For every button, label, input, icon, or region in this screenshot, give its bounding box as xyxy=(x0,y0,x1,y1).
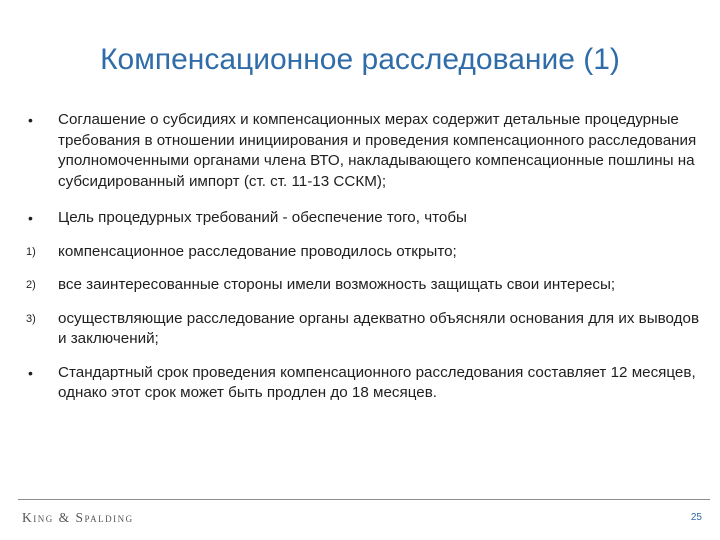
page-number: 25 xyxy=(690,512,702,523)
bullet-marker: • xyxy=(28,210,33,226)
slide-title: Компенсационное расследование (1) xyxy=(100,43,620,76)
number-marker: 1) xyxy=(26,245,36,258)
list-item xyxy=(22,275,702,296)
number-marker: 3) xyxy=(26,312,36,325)
list-item-text: все заинтересованные стороны имели возможность защищать свои интересы; xyxy=(58,276,616,293)
list-item xyxy=(22,110,702,192)
list-item-text: осуществляющие расследование органы адекватно объясняли основания для их выводов и заключений; xyxy=(58,309,700,347)
list-item xyxy=(22,208,702,229)
footer-divider xyxy=(18,499,710,500)
list-item xyxy=(22,363,702,404)
list-item xyxy=(22,242,702,263)
number-marker: 2) xyxy=(26,279,36,291)
bullet-marker: • xyxy=(28,112,33,128)
list-item xyxy=(22,309,702,350)
list-item-text: Соглашение о субсидиях и компенсационных мерах содержит детальные процедурные требования в отношении инициирования и проведения компенсационного расследования уполномоченными органами члена ВТО, накладывающего компенсационные пошлины на субсидированный импорт (ст. ст. 11-13 ССКМ); xyxy=(58,111,697,190)
list-item-text: Стандартный срок проведения компенсационного расследования составляет 12 месяцев, однако этот срок может быть продлен до 18 месяцев. xyxy=(58,363,696,401)
content-list xyxy=(22,110,702,404)
list-item-text: компенсационное расследование проводилось открыто; xyxy=(58,242,457,260)
list-item-text: Цель процедурных требований - обеспечение того, чтобы xyxy=(58,209,467,226)
bullet-marker: • xyxy=(28,364,33,381)
company-logo: King & Spalding xyxy=(22,510,134,525)
